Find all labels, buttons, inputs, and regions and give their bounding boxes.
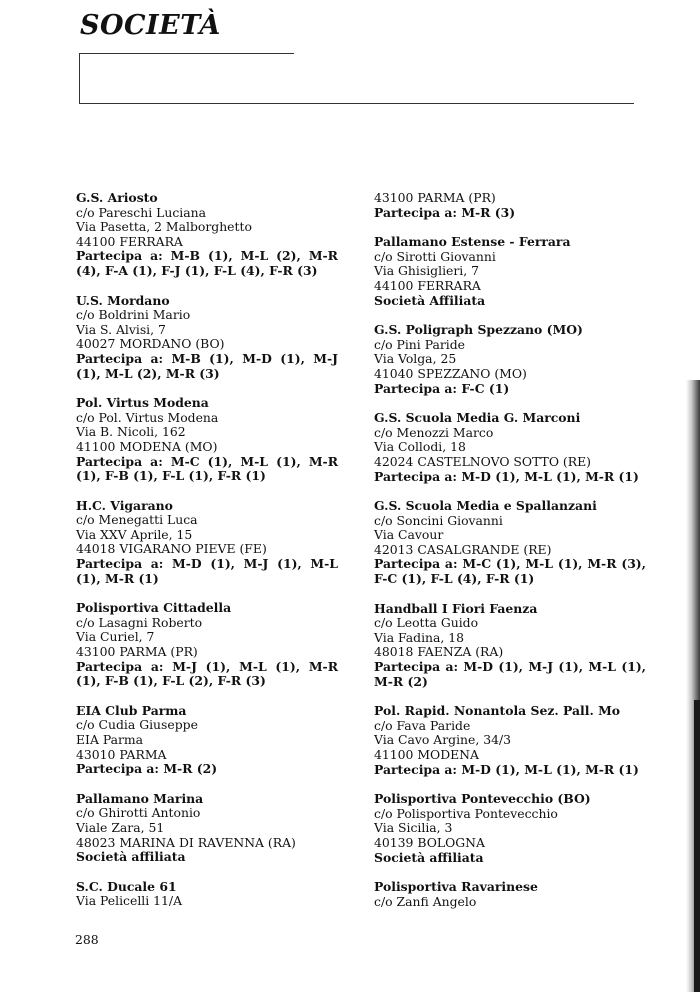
participation-line: Partecipa a: M-D (1), M-J (1), M-L (1), M-R (1) xyxy=(76,556,338,586)
address-line: 43010 PARMA xyxy=(76,746,167,762)
address-line: Via Cavour xyxy=(374,527,444,543)
club-entry xyxy=(76,294,338,382)
club-name: S.C. Ducale 61 xyxy=(76,878,177,894)
frame-left-rule xyxy=(79,53,80,104)
club-entry xyxy=(76,396,338,484)
club-entry xyxy=(374,323,646,396)
club-name: Handball I Fiori Faenza xyxy=(374,600,538,616)
address-line: c/o Boldrini Mario xyxy=(76,307,191,323)
club-name: EIA Club Parma xyxy=(76,702,187,718)
address-line: 43100 PARMA (PR) xyxy=(76,644,198,660)
club-entry xyxy=(374,704,646,777)
address-line: Via Collodi, 18 xyxy=(374,439,466,455)
page-number: 288 xyxy=(75,932,99,947)
address-line: Via S. Alvisi, 7 xyxy=(76,321,166,337)
address-line: 41040 SPEZZANO (MO) xyxy=(374,365,527,381)
club-entry xyxy=(374,880,646,909)
frame-bottom-rule xyxy=(80,103,634,104)
participation-line: Partecipa a: M-R (3) xyxy=(374,204,516,220)
address-line: c/o Polisportiva Pontevecchio xyxy=(374,805,558,821)
participation-line: Partecipa a: M-C (1), M-L (1), M-R (3), F-C (1), F-L (4), F-R (1) xyxy=(374,556,646,587)
club-entry xyxy=(76,880,338,909)
club-entry xyxy=(374,792,646,865)
club-entry xyxy=(374,235,646,308)
address-line: c/o Lasagni Roberto xyxy=(76,614,203,630)
address-line: c/o Pareschi Luciana xyxy=(76,204,206,220)
participation-line: Partecipa a: M-D (1), M-L (1), M-R (1) xyxy=(374,468,639,484)
address-line: Via Pasetta, 2 Malborghetto xyxy=(76,219,252,235)
right-column xyxy=(374,191,646,924)
club-entry xyxy=(76,601,338,689)
club-name: Pol. Rapid. Nonantola Sez. Pall. Mo xyxy=(374,703,621,719)
participation-line: Partecipa a: M-D (1), M-J (1), M-L (1), M-R (2) xyxy=(374,659,646,689)
address-line: Via B. Nicoli, 162 xyxy=(76,424,186,440)
club-name: Polisportiva Cittadella xyxy=(76,600,232,616)
participation-line: Società affiliata xyxy=(374,849,484,865)
address-line: 41100 MODENA (MO) xyxy=(76,438,218,454)
address-line: c/o Pol. Virtus Modena xyxy=(76,409,219,425)
address-line: 40027 MORDANO (BO) xyxy=(76,336,225,352)
club-entry xyxy=(76,704,338,777)
frame-top-rule xyxy=(80,53,294,54)
address-line: Via Curiel, 7 xyxy=(76,629,155,645)
club-name: H.C. Vigarano xyxy=(76,497,173,513)
address-line: c/o Leotta Guido xyxy=(374,615,479,631)
address-line: 42013 CASALGRANDE (RE) xyxy=(374,541,552,557)
address-line: EIA Parma xyxy=(76,732,144,747)
club-entry xyxy=(76,792,338,865)
scan-dark-edge xyxy=(694,700,700,992)
participation-line: Partecipa a: M-J (1), M-L (1), M-R (1), F-B (1), F-L (2), F-R (3) xyxy=(76,658,338,689)
participation-line: Partecipa a: M-C (1), M-L (1), M-R (1), F-B (1), F-L (1), F-R (1) xyxy=(76,453,338,484)
address-line: 44100 FERRARA xyxy=(374,277,481,293)
address-line: 40139 BOLOGNA xyxy=(374,834,485,850)
address-line: c/o Pini Paride xyxy=(374,336,466,352)
address-line: c/o Cudia Giuseppe xyxy=(76,717,198,733)
club-name: G.S. Poligraph Spezzano (MO) xyxy=(374,322,583,338)
participation-line: Società Affiliata xyxy=(374,292,486,308)
club-name: Polisportiva Pontevecchio (BO) xyxy=(374,791,591,807)
address-line: Via Volga, 25 xyxy=(374,351,457,367)
club-name: G.S. Ariosto xyxy=(76,190,158,205)
page-title: SOCIETÀ xyxy=(80,10,221,41)
left-column xyxy=(76,191,338,924)
address-line: c/o Sirotti Giovanni xyxy=(374,248,496,264)
participation-line: Partecipa a: M-R (2) xyxy=(76,761,218,777)
club-entry xyxy=(374,499,646,587)
address-line: c/o Menozzi Marco xyxy=(374,424,494,440)
address-line: 44018 VIGARANO PIEVE (FE) xyxy=(76,541,267,557)
address-line: c/o Ghirotti Antonio xyxy=(76,805,201,821)
club-name: Pallamano Marina xyxy=(76,790,204,806)
address-line: Via Cavo Argine, 34/3 xyxy=(374,732,512,748)
address-line: Via Fadina, 18 xyxy=(374,629,465,645)
address-line: c/o Soncini Giovanni xyxy=(374,512,503,528)
club-entry xyxy=(374,191,646,220)
address-line: 43100 PARMA (PR) xyxy=(374,190,496,205)
club-name: Pallamano Estense - Ferrara xyxy=(374,234,571,250)
address-line: Via Pelicelli 11/A xyxy=(76,893,183,909)
address-line: 48018 FAENZA (RA) xyxy=(374,644,504,660)
participation-line: Partecipa a: F-C (1) xyxy=(374,380,510,396)
club-name: Polisportiva Ravarinese xyxy=(374,879,538,895)
club-entry xyxy=(374,411,646,484)
address-line: 44100 FERRARA xyxy=(76,233,183,249)
participation-line: Partecipa a: M-B (1), M-L (2), M-R (4), F-A (1), F-J (1), F-L (4), F-R (3) xyxy=(76,248,338,278)
address-line: c/o Menegatti Luca xyxy=(76,512,198,528)
address-line: Via XXV Aprile, 15 xyxy=(76,526,193,542)
address-line: c/o Zanfi Angelo xyxy=(374,893,477,909)
participation-line: Partecipa a: M-D (1), M-L (1), M-R (1) xyxy=(374,761,639,777)
club-name: G.S. Scuola Media e Spallanzani xyxy=(374,498,597,514)
address-line: 42024 CASTELNOVO SOTTO (RE) xyxy=(374,453,591,469)
address-line: Via Sicilia, 3 xyxy=(374,820,453,836)
address-line: Via Ghisiglieri, 7 xyxy=(374,263,480,279)
club-name: G.S. Scuola Media G. Marconi xyxy=(374,410,581,426)
address-line: c/o Fava Paride xyxy=(374,717,471,733)
club-name: U.S. Mordano xyxy=(76,292,170,308)
address-line: 41100 MODENA xyxy=(374,747,479,762)
club-entry xyxy=(374,602,646,690)
address-line: Viale Zara, 51 xyxy=(76,819,165,835)
club-entry xyxy=(76,499,338,587)
participation-line: Società affiliata xyxy=(76,849,186,865)
address-line: 48023 MARINA DI RAVENNA (RA) xyxy=(76,834,296,850)
participation-line: Partecipa a: M-B (1), M-D (1), M-J (1), M-L (2), M-R (3) xyxy=(76,350,338,381)
club-entry xyxy=(76,191,338,279)
club-name: Pol. Virtus Modena xyxy=(76,395,209,411)
